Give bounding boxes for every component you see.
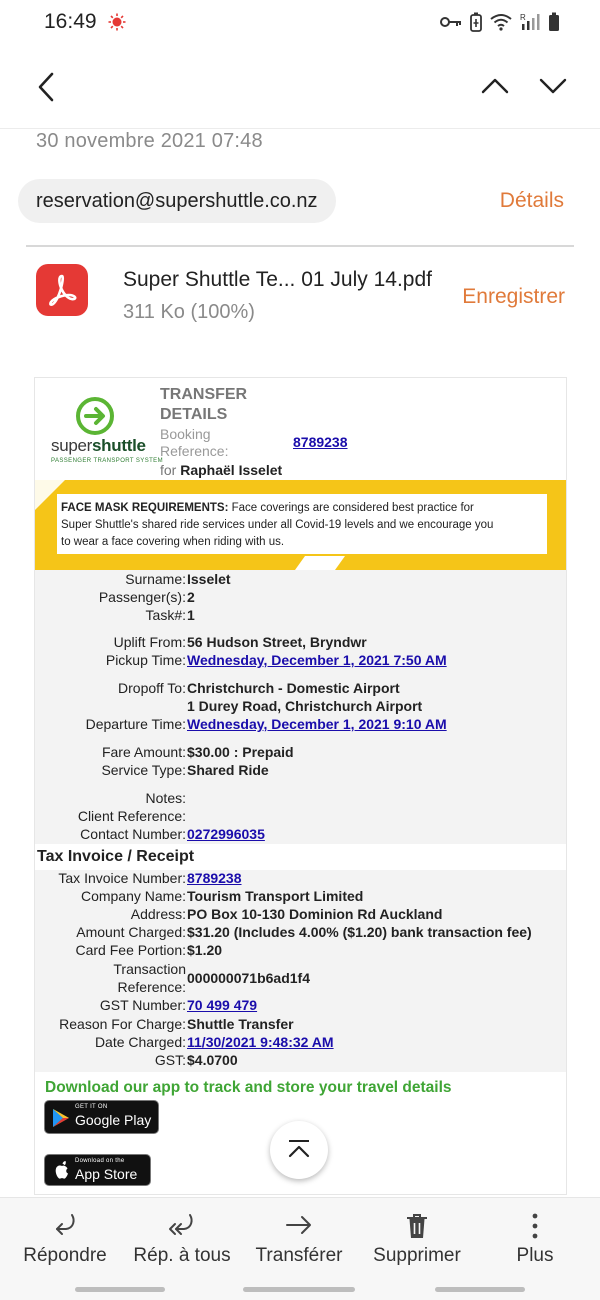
nav-home-bar[interactable] [243, 1287, 355, 1292]
wifi-icon [490, 13, 512, 31]
tax-invoice-heading: Tax Invoice / Receipt [35, 844, 567, 870]
chevron-up-icon [287, 1139, 311, 1159]
back-arrow-icon[interactable] [34, 70, 58, 104]
transfer-details-title: TRANSFER DETAILS [160, 386, 248, 423]
header-separator [26, 245, 574, 247]
battery-saver-icon [470, 12, 482, 32]
reply-button[interactable]: Répondre [10, 1198, 120, 1278]
date-charged-link[interactable]: 11/30/2021 9:48:32 AM [187, 1034, 334, 1050]
reply-icon [52, 1212, 80, 1238]
pdf-file-icon[interactable] [36, 264, 88, 316]
email-date: 30 novembre 2021 07:48 [36, 130, 263, 152]
booking-reference-label: Booking Reference: [160, 426, 229, 459]
gst-number-link[interactable]: 70 499 479 [187, 997, 258, 1013]
pickup-time-link[interactable]: Wednesday, December 1, 2021 7:50 AM [187, 652, 447, 668]
email-body [34, 377, 567, 1195]
recording-icon [108, 13, 126, 31]
google-play-icon [53, 1109, 69, 1127]
status-time: 16:49 [44, 10, 97, 33]
logo-tagline: PASSENGER TRANSPORT SYSTEM [51, 458, 163, 464]
nav-back-bar[interactable] [435, 1287, 525, 1292]
reply-all-icon [166, 1212, 196, 1238]
signal-icon [520, 13, 540, 31]
contact-number-link[interactable]: 0272996035 [187, 826, 265, 842]
bottom-action-bar [0, 1197, 600, 1300]
sender-chip[interactable]: reservation@supershuttle.co.nz [18, 179, 336, 223]
svg-text:R: R [520, 13, 526, 22]
google-play-badge[interactable]: GET IT ON Google Play [44, 1100, 159, 1134]
departure-time-link[interactable]: Wednesday, December 1, 2021 9:10 AM [187, 716, 447, 732]
logo-wordmark: supershuttle [51, 436, 146, 455]
trash-icon [405, 1212, 429, 1240]
face-mask-notice: FACE MASK REQUIREMENTS: Face coverings are considered best practice for Super Shuttle's shared ride services under all Covid-19 levels and we encourage you to wear a face covering when riding with us. [57, 494, 547, 554]
attachment-size: 311 Ko (100%) [123, 301, 255, 323]
more-vertical-icon [531, 1212, 539, 1240]
face-mask-banner [35, 480, 567, 570]
header-divider [0, 128, 600, 129]
tax-invoice-link[interactable]: 8789238 [187, 870, 242, 886]
save-attachment-button[interactable]: Enregistrer [462, 285, 565, 308]
status-bar [0, 0, 600, 48]
app-promo-text: Download our app to track and store your travel details [45, 1079, 452, 1096]
booking-info-table: Surname: Isselet Passenger(s): 2 Task#: 1 Uplift From: 56 Hudson Street, Bryndwr Pickup Time: Wednesday, December 1, 2021 7:50 AM Dropoff To: Christchurch - Domestic Airport 1 Durey Road, Christchurch Airport Departure Time: Wednesday, December 1, 2021 9:10 AM Fare Amount: $30.00 : Prepaid Service Type: Shared Ride Notes: Client Reference: Contact Number: 0272996035 Tax Invoice / Receipt Tax Invoice Number: 8789238 Company Name: Tourism Transport Limited Address: PO Box 10-130 Dominion Rd Auckland Amount Charged: $31.20 (Includes 4.00% ($1.20) bank transaction fee) Card Fee Portion: $1.20 Transaction Reference: 000000071b6ad1f4 GST Number: 70 499 479 Reason For Charge: Shuttle Transfer Date Charged: 11/30/2021 9:48:32 AM GST: $4.0700 [35, 570, 567, 1195]
forward-button[interactable]: Transférer [244, 1198, 354, 1278]
delete-button[interactable]: Supprimer [360, 1198, 474, 1278]
reply-all-button[interactable]: Rép. à tous [126, 1198, 238, 1278]
scroll-to-top-button[interactable] [270, 1121, 328, 1179]
details-link[interactable]: Détails [499, 189, 564, 212]
supershuttle-logo [45, 392, 163, 464]
key-icon [440, 15, 462, 29]
booking-reference-link[interactable]: 8789238 [293, 434, 348, 450]
arrow-circle-logo-icon [75, 396, 115, 436]
previous-email-icon[interactable] [480, 74, 510, 98]
forward-arrow-icon [284, 1212, 314, 1238]
more-button[interactable]: Plus [480, 1198, 590, 1278]
attachment-name[interactable]: Super Shuttle Te... 01 July 14.pdf [123, 268, 432, 291]
apple-icon [54, 1161, 70, 1180]
app-store-badge[interactable]: Download on the App Store [44, 1154, 151, 1186]
passenger-name: for Raphaël Isselet [160, 462, 283, 478]
nav-recents-bar[interactable] [75, 1287, 165, 1292]
next-email-icon[interactable] [538, 74, 568, 98]
battery-icon [548, 12, 560, 32]
